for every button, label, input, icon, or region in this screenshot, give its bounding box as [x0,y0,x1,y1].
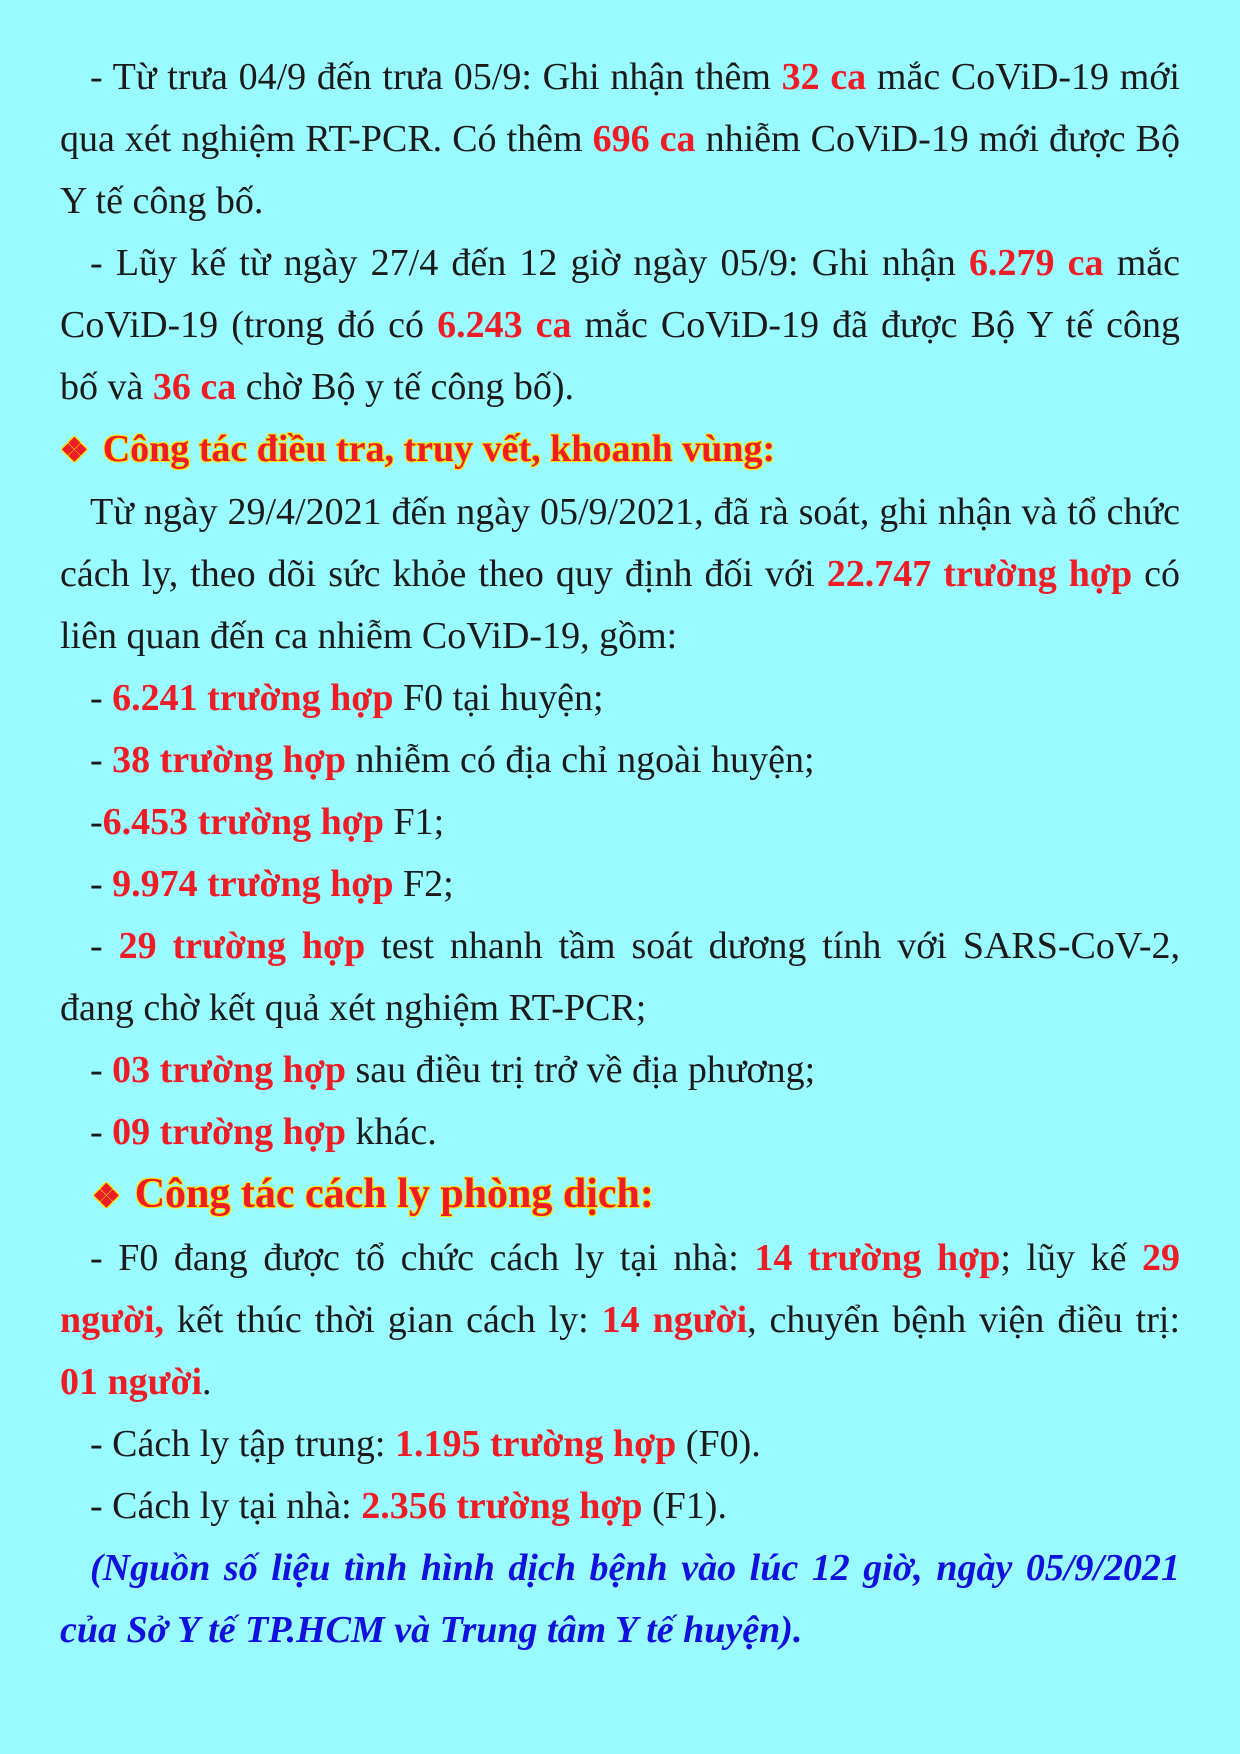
paragraph-cumulative: - Lũy kế từ ngày 27/4 đến 12 giờ ngày 05/9: Ghi nhận 6.279 ca mắc CoViD-19 (trong đó có 6.243 ca mắc CoViD-19 đã được Bộ Y tế công bố và 36 ca chờ Bộ y tế công bố). [60,242,1180,408]
diamond-bullet-icon: ❖ [60,432,89,468]
highlight-22747-cases: 22.747 trường hợp [826,553,1133,595]
highlight-696-cases: 696 ca [592,118,696,160]
quarantine-list [60,1413,1180,1537]
list-item: - 9.974 trường hợp F2; [90,863,454,905]
diamond-bullet-icon: ❖ [92,1178,121,1214]
tracing-list-2 [60,1039,1180,1163]
list-item: - 6.241 trường hợp F0 tại huyện; [90,677,604,719]
paragraph-new-cases: - Từ trưa 04/9 đến trưa 05/9: Ghi nhận thêm 32 ca mắc CoViD-19 mới qua xét nghiệm RT-PCR. Có thêm 696 ca nhiễm CoViD-19 mới được Bộ Y tế công bố. [60,56,1180,222]
highlight-36-cases: 36 ca [152,366,237,408]
section-heading-quarantine: ❖ Công tác cách ly phòng dịch: [60,1163,1180,1227]
highlight-6243-cases: 6.243 ca [437,304,572,346]
list-item: - Cách ly tại nhà: 2.356 trường hợp (F1). [90,1485,727,1527]
highlight-32-cases: 32 ca [781,56,867,98]
highlight-29-cases: 29 trường hợp [118,925,366,967]
list-item: - Cách ly tập trung: 1.195 trường hợp (F0). [90,1423,761,1465]
source-note: (Nguồn số liệu tình hình dịch bệnh vào lúc 12 giờ, ngày 05/9/2021 của Sở Y tế TP.HCM và Trung tâm Y tế huyện). [60,1547,1180,1651]
list-item: -6.453 trường hợp F1; [90,801,445,843]
tracing-list-1 [60,667,1180,915]
paragraph-tracing-summary: Từ ngày 29/4/2021 đến ngày 05/9/2021, đã rà soát, ghi nhận và tổ chức cách ly, theo dõi sức khỏe theo quy định đối với 22.747 trường hợp có liên quan đến ca nhiễm CoViD-19, gồm: [60,491,1180,657]
list-item: - 09 trường hợp khác. [90,1111,437,1153]
paragraph-rapid-test: - 29 trường hợp test nhanh tầm soát dương tính với SARS-CoV-2, đang chờ kết quả xét nghiệm RT-PCR; [60,925,1180,1029]
highlight-6279-cases: 6.279 ca [968,242,1104,284]
paragraph-home-isolation-f0: - F0 đang được tổ chức cách ly tại nhà: 14 trường hợp; lũy kế 29 người, kết thúc thời gian cách ly: 14 người, chuyển bệnh viện điều trị: 01 người. [60,1237,1181,1403]
list-item: - 03 trường hợp sau điều trị trở về địa phương; [90,1049,816,1091]
list-item: - 38 trường hợp nhiễm có địa chỉ ngoài huyện; [90,739,815,781]
section-heading-tracing: ❖ Công tác điều tra, truy vết, khoanh vùng: [60,418,1180,481]
